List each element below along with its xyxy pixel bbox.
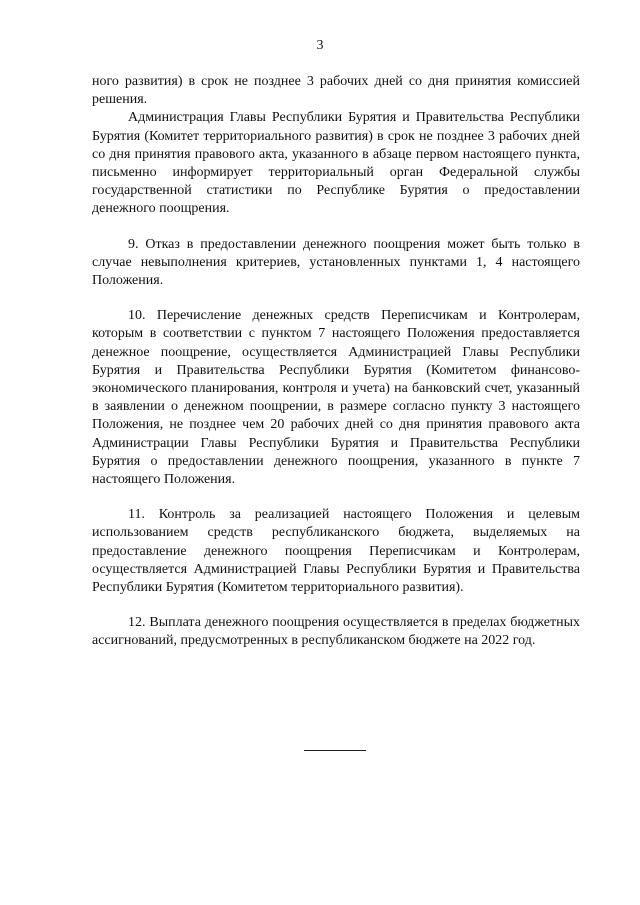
paragraph-item-10: 10. Перечисление денежных средств Переписчикам и Контролерам, которым в соответствии с пунктом 7 настоящего Положения предоставляется денежное поощрение, осуществляется Администрацией Главы Республики Бурятия и Правительства Республики Бурятия (Комитетом финансово-экономического планирования, контроля и учета) на банковский счет, указанный в заявлении о денежном поощрении, в размере согласно пункту 3 настоящего Положения, не позднее чем 20 рабочих дней со дня принятия правового акта Администрации Главы Республики Бурятия и Правительства Республики Бурятия о предоставлении денежного поощрения, указанного в пункте 7 настоящего Положения. [92, 308, 580, 488]
page-number: 3 [316, 38, 324, 53]
end-of-document-line [304, 750, 366, 751]
paragraph-continuation: ного развития) в срок не позднее 3 рабочих дней со дня принятия комиссией решения. [92, 74, 580, 108]
paragraph-item-11: 11. Контроль за реализацией настоящего Положения и целевым использованием средств республиканского бюджета, выделяемых на предоставление денежного поощрения Переписчикам и Контролерам, осуществляется Администрацией Главы Республики Бурятия и Правительства Республики Бурятия (Комитетом территориального развития). [92, 507, 580, 596]
paragraph-item-9: 9. Отказ в предоставлении денежного поощрения может быть только в случае невыполнения критериев, установленных пунктами 1, 4 настоящего Положения. [92, 236, 580, 289]
paragraph-notification: Администрация Главы Республики Бурятия и Правительства Республики Бурятия (Комитет территориального развития) в срок не позднее 3 рабочих дней со дня принятия правового акта, указанного в абзаце первом настоящего пункта, письменно информирует территориальный орган Федеральной службы государственной статистики по Республике Бурятия о предоставлении денежного поощрения. [92, 110, 580, 217]
document-body [92, 73, 580, 651]
paragraph-item-12: 12. Выплата денежного поощрения осуществляется в пределах бюджетных ассигнований, предусмотренных в республиканском бюджете на 2022 год. [92, 615, 580, 649]
